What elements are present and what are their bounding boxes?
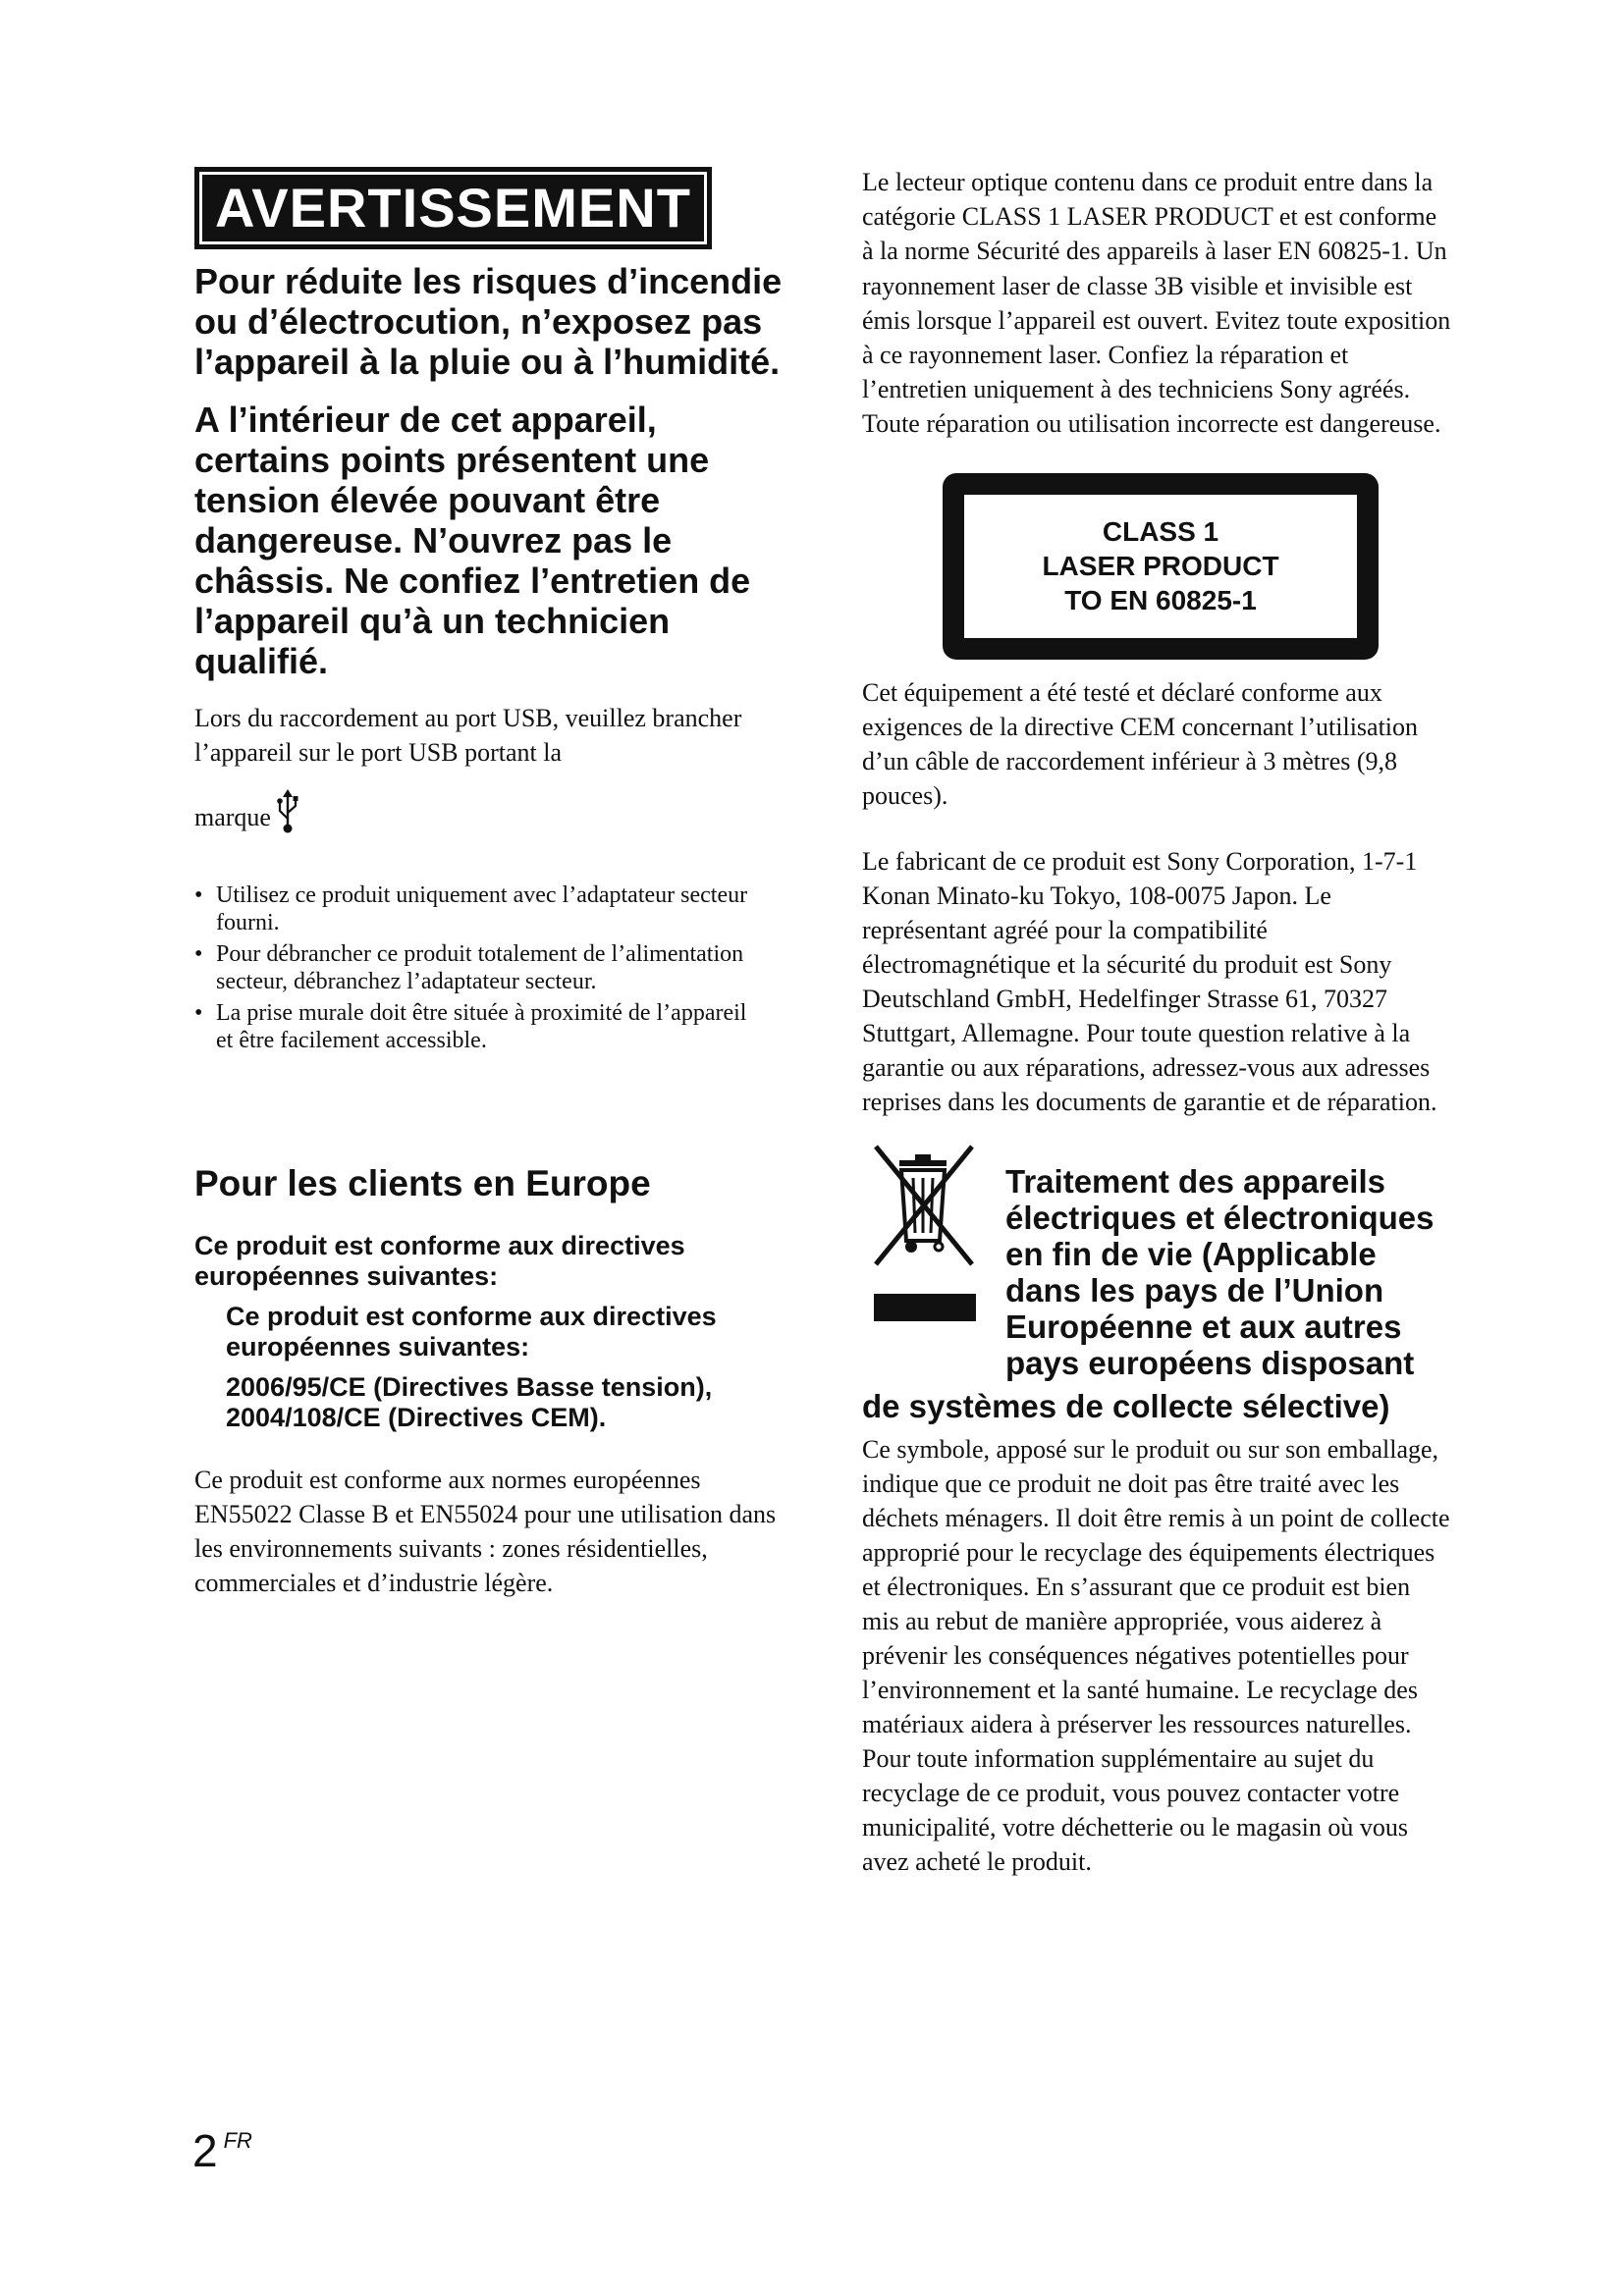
usb-icon <box>277 789 298 834</box>
laser-label-line1: CLASS 1 <box>1102 516 1219 548</box>
laser-label-line3: TO EN 60825-1 <box>1064 585 1257 616</box>
safety-bullet-list <box>194 881 764 1054</box>
manufacturer-paragraph: Le fabricant de ce produit est Sony Corporation, 1-7-1 Konan Minato-ku Tokyo, 108-0075 Japon. Le représentant agréé pour la compatibilité électromagnétique et la sécurité du produit est Sony Deutschland GmbH, Hedelfinger Strasse 61, 70327 Stuttgart, Allemagne. Pour toute question relative à la garantie ou aux réparations, adressez-vous aux adresses reprises dans les documents de garantie et de réparation. <box>862 846 1437 1116</box>
warning-humidity: Pour réduite les risques d’incendie ou d’électrocution, n’exposez pas l’appareil à la pluie ou à l’humidité. <box>194 261 783 382</box>
usb-instruction: Lors du raccordement au port USB, veuillez brancher l’appareil sur le port USB portant la <box>194 704 742 767</box>
laser-paragraph: Le lecteur optique contenu dans ce produit entre dans la catégorie CLASS 1 LASER PRODUCT et est conforme à la norme Sécurité des appareils à laser EN 60825-1. Un rayonnement laser de classe 3B visible et invisible est émis lorsque l’appareil est ouvert. Evitez toute exposition à ce rayonnement laser. Confiez la réparation et l’entretien uniquement à des techniciens Sony agréés. Toute réparation ou utilisation incorrecte est dangereuse. <box>862 168 1451 439</box>
weee-section <box>862 1131 1451 1388</box>
list-item: • Utilisez ce produit uniquement avec l’adaptateur secteur fourni. <box>194 881 764 936</box>
directive-list: 2006/95/CE (Directives Basse tension), 2004/108/CE (Directives CEM). <box>226 1372 713 1432</box>
page-number <box>192 2125 252 2176</box>
warning-high-voltage: A l’intérieur de cet appareil, certains points présentent une tension élevée pouvant être dangereuse. N’ouvrez pas le châssis. Ne confiez l’entretien de l’appareil qu’à un technicien qualifié. <box>194 400 751 681</box>
weee-heading-last-line: de systèmes de collecte sélective) <box>862 1387 1390 1424</box>
usb-marque-label: marque <box>194 803 271 831</box>
laser-class-label <box>943 473 1379 660</box>
europe-heading: Pour les clients en Europe <box>194 1163 651 1203</box>
weee-heading: Traitement des appareils électriques et électroniques en fin de vie (Applicable dans les pays de l’Union Européenne et aux autres pays européens disposant <box>1005 1162 1435 1381</box>
laser-label-line2: LASER PRODUCT <box>1042 551 1279 582</box>
directive-title: Ce produit est conforme aux directives européennes suivantes: <box>194 1231 685 1291</box>
cem-paragraph: Cet équipement a été testé et déclaré conforme aux exigences de la directive CEM concernant l’utilisation d’un câble de raccordement inférieur à 3 mètres (9,8 pouces). <box>862 677 1419 810</box>
left-column <box>194 167 793 1600</box>
page-number-value: 2 <box>192 2125 218 2176</box>
laser-label-inner <box>964 495 1357 638</box>
usb-mark-line <box>194 789 793 834</box>
right-column <box>862 165 1451 1879</box>
page-language: FR <box>223 2128 252 2153</box>
list-item: • La prise murale doit être située à proximité de l’appareil et être facilement accessible. <box>194 999 764 1054</box>
weee-paragraph: Ce symbole, apposé sur le produit ou sur son emballage, indique que ce produit ne doit pas être traité avec les déchets ménagers. Il doit être remis à un point de collecte approprié pour le recyclage des équipements électriques et électroniques. En s’assurant que ce produit est bien mis au rebut de manière appropriée, vous aiderez à prévenir les conséquences négatives potentielles pour l’environnement et la santé humaine. Le recyclage des matériaux aidera à préserver les ressources naturelles. Pour toute information supplémentaire au sujet du recyclage de ce produit, vous pouvez contacter votre municipalité, votre déchetterie ou le magasin où vous avez acheté le produit. <box>862 1434 1450 1876</box>
directive-repeat: Ce produit est conforme aux directives européennes suivantes: <box>226 1302 717 1362</box>
warning-banner: AVERTISSEMENT <box>194 167 712 249</box>
list-item: • Pour débrancher ce produit totalement de l’alimentation secteur, débranchez l’adaptateur secteur. <box>194 940 764 995</box>
norms-paragraph: Ce produit est conforme aux normes européennes EN55022 Classe B et EN55024 pour une utilisation dans les environnements suivants : zones résidentielles, commerciales et d’industrie légère. <box>194 1466 777 1597</box>
crossed-bin-icon <box>862 1139 984 1335</box>
